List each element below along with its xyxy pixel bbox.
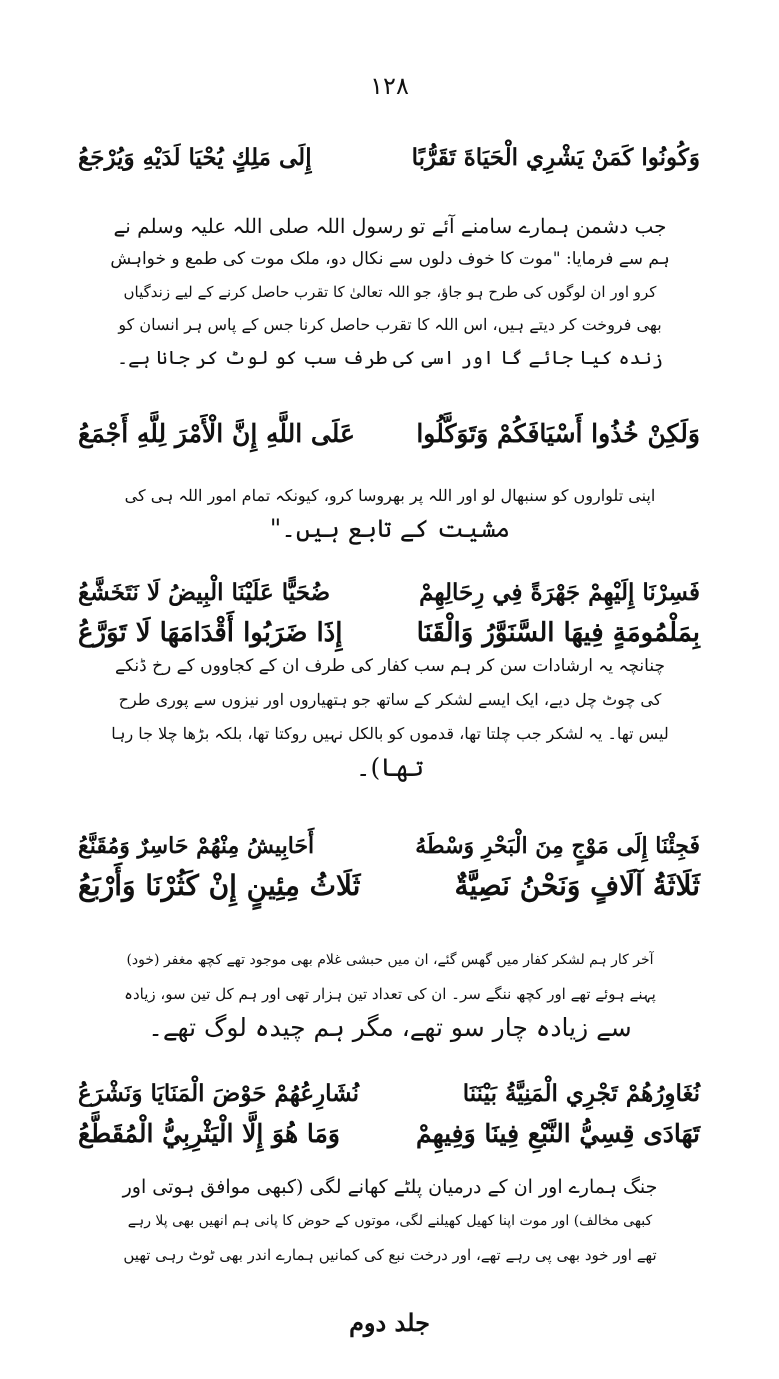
verse-line: [78, 866, 700, 906]
verse-line: [78, 826, 700, 866]
volume-footer: جلد دوم: [349, 1308, 430, 1337]
verse-first-hemistich: نُغَاوِرُهُمْ تَجْرِي الْمَنِيَّةُ بَيْنَنَا: [462, 1080, 700, 1107]
verse-first-hemistich: ثَلَاثَةُ آلَافٍ وَنَحْنُ نَصِيَّةٌ: [454, 869, 700, 902]
verse-second-hemistich: أَحَابِيشُ مِنْهُمْ حَاسِرٌ وَمُقَنَّعُ: [78, 833, 315, 859]
verse-first-hemistich: فَجِئْنَا إِلَى مَوْجٍ مِنَ الْبَحْرِ وَسْطَهُ: [415, 833, 700, 859]
prose-line: کرو اور ان لوگوں کی طرح ہو جاؤ، جو اللہ تعالیٰ کا تقرب حاصل کرنے کے لیے زندگیاں: [123, 283, 657, 301]
verse-first-hemistich: وَكُونُوا كَمَنْ يَشْرِي الْحَيَاةَ تَقَرُّبًا: [411, 144, 700, 171]
verse-second-hemistich: إِلَى مَلِكٍ يُحْيَا لَدَيْهِ وَيُرْجَعُ: [78, 144, 312, 171]
prose-line: کی چوٹ چل دیے، ایک ایسے لشکر کے ساتھ جو ہتھیاروں اور نیزوں سے پوری طرح: [118, 690, 662, 709]
prose-line: اپنی تلواروں کو سنبھال لو اور اللہ پر بھروسا کرو، کیونکہ تمام امور اللہ ہی کی: [124, 486, 656, 505]
prose-line: ہم سے فرمایا: "موت کا خوف دلوں سے نکال دو، ملک موت کی طمع و خواہش: [110, 249, 670, 269]
verse-line: [78, 613, 700, 653]
prose-line: چنانچہ یہ ارشادات سن کر ہم سب کفار کی طرف ان کے کجاووں کے رخ ڈنکے: [115, 656, 665, 676]
verse-line: [78, 573, 700, 613]
prose-line: جب دشمن ہمارے سامنے آئے تو رسول اللہ صلی اللہ علیہ وسلم نے: [113, 214, 667, 238]
prose-line: تھے اور خود بھی پی رہے تھے، اور درخت نبع کی کمانیں ہمارے اندر بھی ٹوٹ رہی تھیں: [123, 1246, 657, 1264]
verse-second-hemistich: إِذَا ضَرَبُوا أَقْدَامَهَا لَا تَوَرَّعُ: [78, 618, 343, 648]
verse-line: [78, 1074, 700, 1114]
prose-line: سے زیادہ چار سو تھے، مگر ہم چیدہ لوگ تھے۔: [148, 1013, 632, 1042]
verse-first-hemistich: فَسِرْنَا إِلَيْهِمْ جَهْرَةً فِي رِحَالِهِمْ: [419, 579, 700, 606]
verse-first-hemistich: تَهَادَى قِسِيُّ النَّبْعِ فِينَا وَفِيهِمْ: [415, 1119, 700, 1148]
verse-first-hemistich: بِمَلْمُومَةٍ فِيهَا السَّنَوَّرُ وَالْقَنَا: [416, 618, 700, 648]
verse-line: [78, 414, 700, 454]
verse-first-hemistich: وَلَكِنْ خُذُوا أَسْيَافَكُمْ وَتَوَكَّلُوا: [416, 419, 700, 448]
verse-second-hemistich: عَلَى اللَّهِ إِنَّ الْأَمْرَ لِلَّهِ أَجْمَعُ: [78, 419, 355, 448]
prose-line: لیس تھا۔ یہ لشکر جب چلتا تھا، قدموں کو بالکل نہیں روکتا تھا، بلکہ بڑھا چلا جا رہا: [111, 724, 669, 743]
verse-second-hemistich: وَمَا هُوَ إِلَّا الْيَثْرِبِيُّ الْمُقَطَّعُ: [78, 1119, 340, 1148]
prose-line: جنگ ہمارے اور ان کے درمیان پلٹے کھانے لگی (کبھی موافق ہوتی اور: [122, 1176, 658, 1198]
prose-line: آخر کار ہم لشکر کفار میں گھس گئے، ان میں حبشی غلام بھی موجود تھے کچھ مغفر (خود): [126, 952, 654, 968]
prose-line: کبھی مخالف) اور موت اپنا کھیل کھیلنے لگی، موتوں کے حوض کا پانی ہم انھیں بھی پلا رہے: [127, 1213, 653, 1229]
page-number: ۱۲۸: [370, 72, 409, 100]
prose-line: زندہ کیا جائے گا اور اسی کی طرف سب کو لوٹ کر جانا ہے۔: [116, 347, 664, 369]
verse-line: [78, 138, 700, 178]
prose-line: پہنے ہوئے تھے اور کچھ ننگے سر۔ ان کی تعداد تین ہزار تھی اور ہم کل تین سو، زیادہ: [124, 985, 656, 1003]
verse-second-hemistich: نُشَارِعُهُمْ حَوْضَ الْمَنَايَا وَنَشْرَعُ: [78, 1080, 360, 1107]
prose-line: بھی فروخت کر دیتے ہیں، اس اللہ کا تقرب حاصل کرنا جس کے پاس ہر انسان کو: [118, 315, 662, 334]
prose-line: مشیت کے تابع ہیں۔": [269, 514, 511, 543]
verse-second-hemistich: ثَلَاثُ مِئِينٍ إِنْ كَثُرْنَا وَأَرْبَعُ: [78, 869, 361, 902]
verse-second-hemistich: ضُحَيًّا عَلَيْنَا الْبِيضُ لَا نَتَخَشَّعُ: [78, 579, 331, 606]
prose-line: تھا)۔: [355, 753, 425, 782]
verse-line: [78, 1114, 700, 1154]
